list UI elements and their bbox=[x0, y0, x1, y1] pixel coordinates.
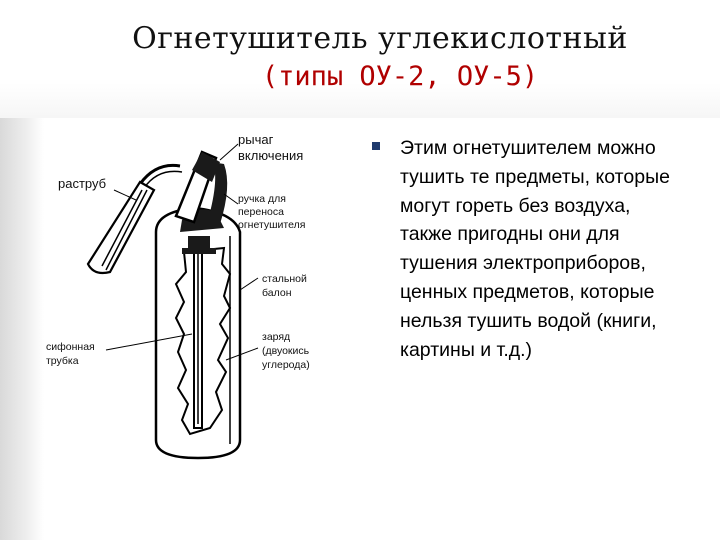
label-siphon-line2: трубка bbox=[46, 355, 79, 367]
label-lever bbox=[238, 132, 303, 163]
cylinder-leader bbox=[240, 278, 258, 290]
valve-stem bbox=[182, 248, 216, 254]
slide-left-shadow-bar bbox=[0, 118, 44, 540]
title-subtitle: (типы ОУ-2, ОУ-5) bbox=[261, 60, 539, 92]
label-handle-line1: ручка для bbox=[238, 193, 286, 205]
label-nozzle bbox=[58, 176, 106, 191]
handle-leader bbox=[224, 194, 238, 204]
bullet-square-icon bbox=[372, 142, 380, 150]
label-charge-line1: заряд bbox=[262, 331, 291, 343]
bullet-text: Этим огнетушителем можно тушить те предметы, которые могут гореть без воздуха, также пригодны они для тушения электроприборов, ценных предметов, которые нельзя тушить водой (книги, картины и т.д.) bbox=[400, 137, 670, 361]
label-siphon bbox=[46, 341, 98, 367]
slide-title bbox=[60, 22, 700, 92]
label-charge-line3: углерода) bbox=[262, 359, 310, 371]
label-charge-line2: (двуокись bbox=[262, 345, 310, 357]
extinguisher-drawing bbox=[44, 124, 336, 462]
bullet-list-item bbox=[372, 134, 677, 364]
label-handle-line2: переноса bbox=[238, 206, 284, 218]
label-handle bbox=[238, 193, 305, 231]
label-handle-line3: огнетушителя bbox=[238, 219, 306, 231]
nozzle-shade-1 bbox=[102, 190, 142, 266]
label-lever-line2: включения bbox=[238, 148, 304, 163]
title-main: Огнетушитель углекислотный bbox=[132, 21, 628, 56]
label-cylinder-line1: стальной bbox=[262, 273, 307, 285]
extinguisher-diagram bbox=[44, 124, 336, 462]
valve-block bbox=[188, 236, 210, 250]
label-siphon-line1: сифонная bbox=[46, 341, 95, 353]
label-lever-line1: рычаг bbox=[238, 132, 274, 147]
lever-leader bbox=[220, 144, 238, 160]
label-cylinder bbox=[262, 273, 310, 299]
label-cylinder-line2: балон bbox=[262, 287, 292, 299]
label-charge bbox=[262, 331, 312, 371]
label-nozzle-line1: раструб bbox=[58, 176, 107, 191]
